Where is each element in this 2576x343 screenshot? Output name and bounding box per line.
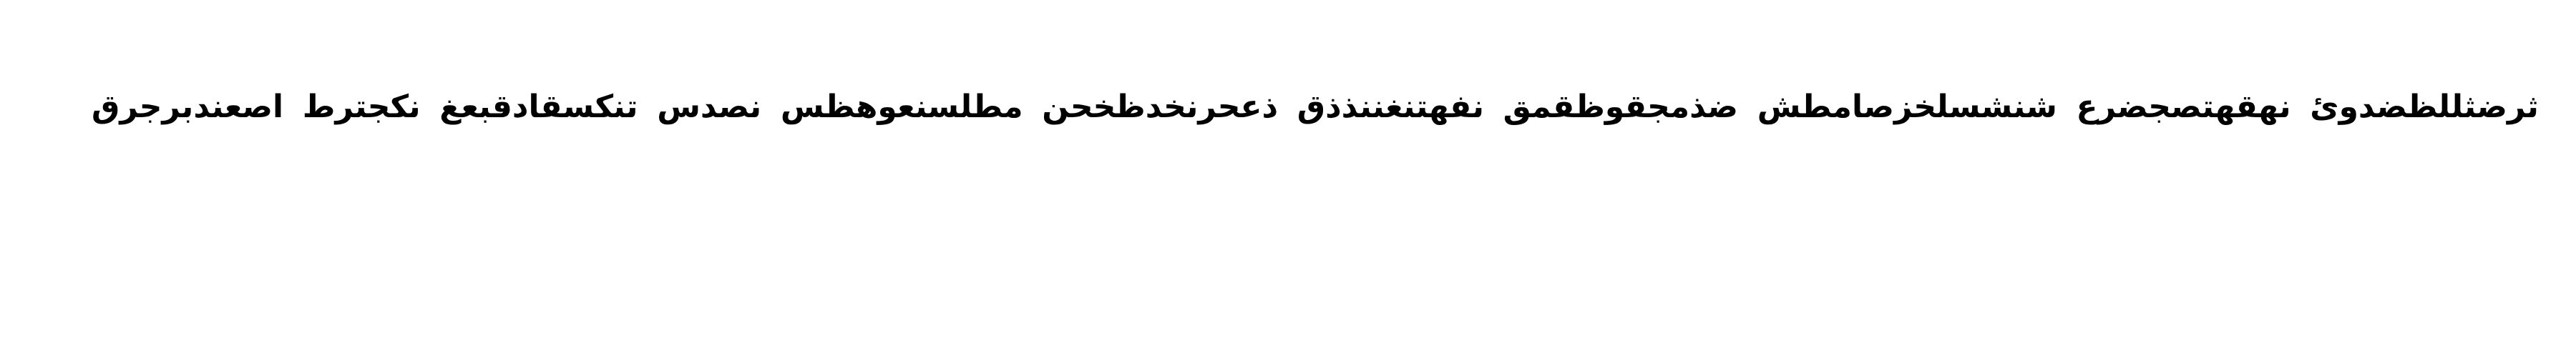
word-4: ضذمجقوظقمق bbox=[1503, 89, 1739, 125]
word-7: مطلسنعوهظس bbox=[780, 89, 1023, 125]
word-1: ثرضثللظضدوئ bbox=[2310, 89, 2539, 125]
word-11: اصعندبرجرق bbox=[92, 89, 284, 125]
word-2: نهقهتصجضرع bbox=[2076, 89, 2291, 125]
word-10: نكجترط bbox=[302, 89, 421, 125]
arabic-text-line bbox=[92, 84, 2539, 130]
word-6: ذعحرنخدظخحن bbox=[1042, 89, 1279, 125]
word-3: شنشسلخزصامطش bbox=[1757, 89, 2057, 125]
word-9: تنكسقادقبعغ bbox=[439, 89, 638, 125]
word-8: نصدس bbox=[657, 89, 762, 125]
word-5: نفهتنغننذذق bbox=[1297, 89, 1484, 125]
